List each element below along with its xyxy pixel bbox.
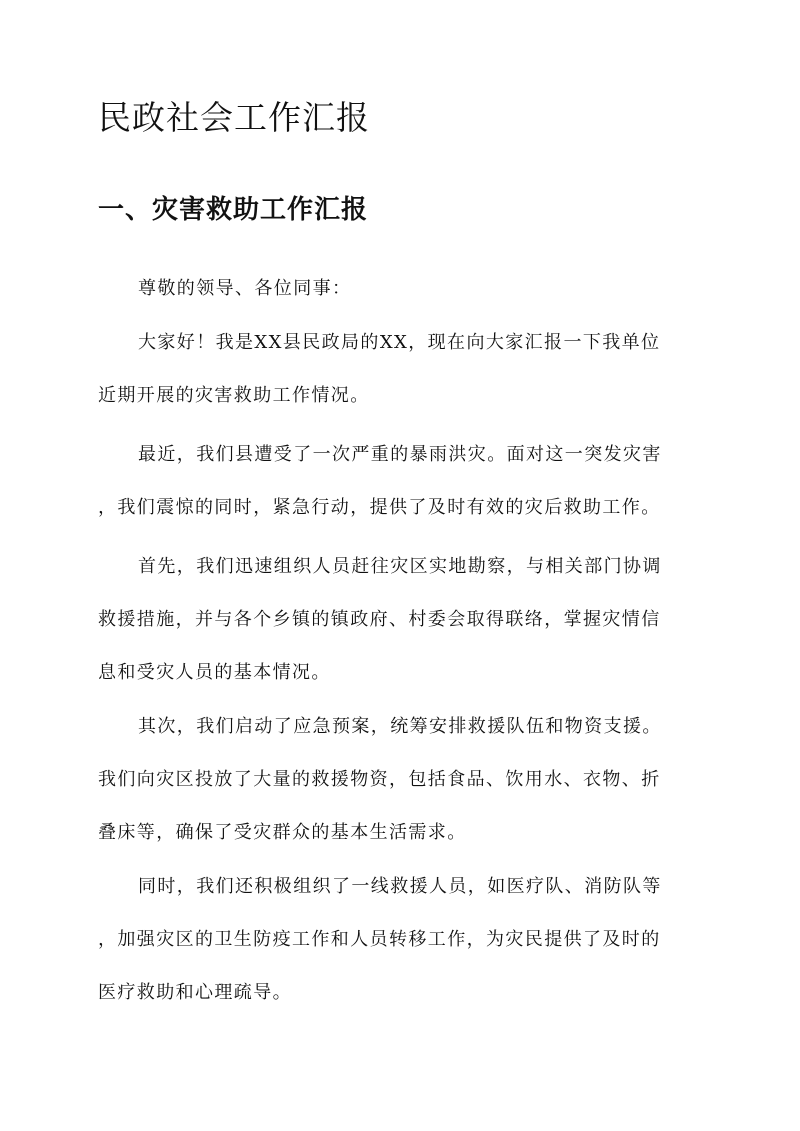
paragraph-line: 最近，我们县遭受了一次严重的暴雨洪灾。面对这一突发灾害 bbox=[138, 444, 662, 465]
paragraph-line: ，加强灾区的卫生防疫工作和人员转移工作，为灾民提供了及时的 bbox=[98, 929, 661, 950]
paragraph-line: 首先，我们迅速组织人员赶往灾区实地勘察，与相关部门协调 bbox=[138, 556, 662, 577]
paragraph-2 bbox=[98, 428, 702, 534]
paragraph-3 bbox=[98, 540, 702, 699]
salutation-line: 尊敬的领导、各位同事： bbox=[138, 278, 352, 299]
paragraph-line: 救援措施，并与各个乡镇的镇政府、村委会取得联络，掌握灾情信 bbox=[98, 609, 661, 630]
paragraph-line: 同时，我们还积极组织了一线救援人员，如医疗队、消防队等 bbox=[138, 876, 662, 897]
section-heading: 一、灾害救助工作汇报 bbox=[98, 195, 369, 225]
document-title: 民政社会工作汇报 bbox=[98, 98, 370, 137]
paragraph-line: 大家好！我是XX县民政局的XX，现在向大家汇报一下我单位 bbox=[138, 332, 661, 353]
paragraph-4 bbox=[98, 700, 702, 859]
paragraph-line: ，我们震惊的同时，紧急行动，提供了及时有效的灾后救助工作。 bbox=[98, 497, 661, 518]
paragraph-line: 息和受灾人员的基本情况。 bbox=[98, 662, 331, 683]
paragraph-line: 叠床等，确保了受灾群众的基本生活需求。 bbox=[98, 822, 467, 843]
salutation bbox=[98, 262, 702, 315]
paragraph-line: 医疗救助和心理疏导。 bbox=[98, 982, 292, 1003]
paragraph-5 bbox=[98, 860, 702, 1019]
paragraph-line: 其次，我们启动了应急预案，统筹安排救援队伍和物资支援。 bbox=[138, 716, 662, 737]
paragraph-1 bbox=[98, 316, 702, 422]
paragraph-line: 近期开展的灾害救助工作情况。 bbox=[98, 385, 370, 406]
paragraph-line: 我们向灾区投放了大量的救援物资，包括食品、饮用水、衣物、折 bbox=[98, 769, 661, 790]
